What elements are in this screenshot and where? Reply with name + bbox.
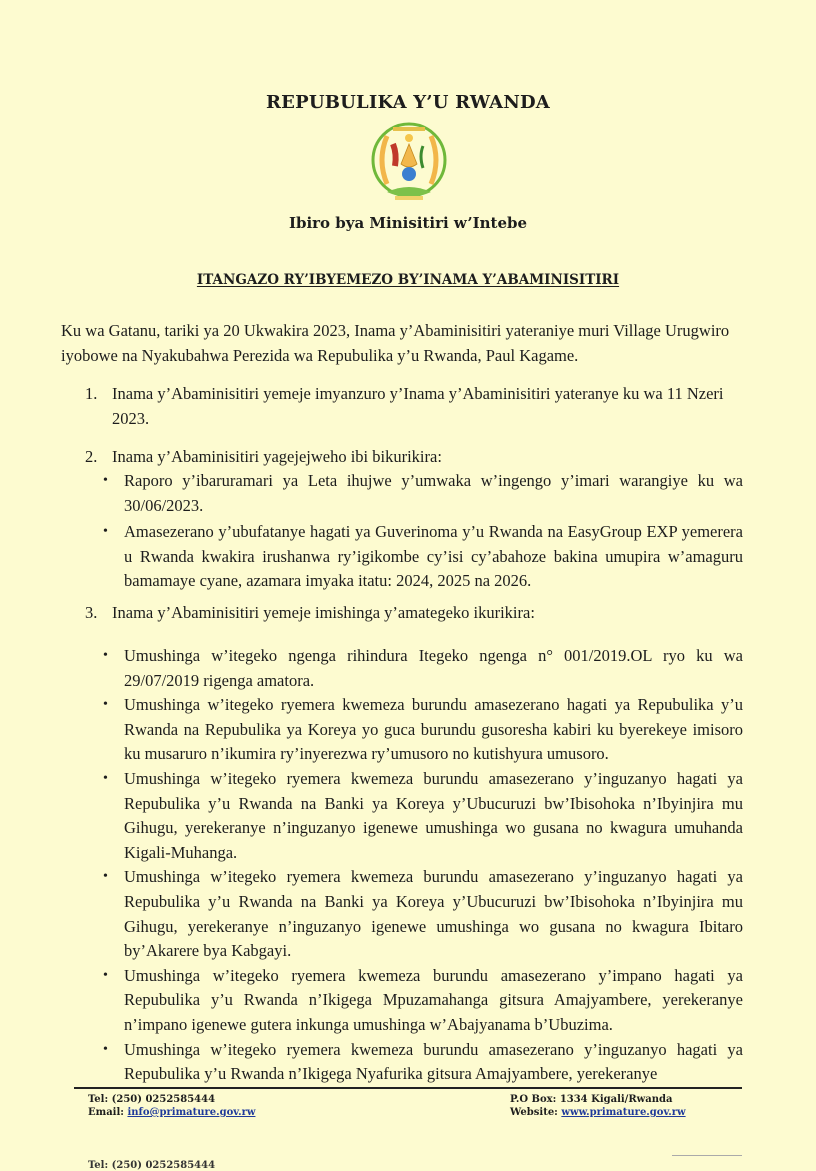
numbered-item-3 <box>85 600 745 625</box>
list-item: • Umushinga w’itegeko ryemera kwemeza burundu amasezerano hagati ya Repubulika y’u Rwanda na Repubulika ya Koreya yo guca burundu gusoresha kabiri ku byerekeye imisoro ku musaruro n’ikumira ry’inyerezwa ry’umusoro no kutishyura umusoro. <box>103 695 743 764</box>
bullet-icon: • <box>103 697 108 713</box>
bullet-icon: • <box>103 648 108 663</box>
bullet-icon: • <box>103 869 108 885</box>
bullet-icon: • <box>103 770 108 786</box>
item-number: 3. <box>85 603 98 622</box>
item-2-bullets <box>100 469 743 594</box>
bullet-icon: • <box>103 967 108 983</box>
website-label: Website: <box>510 1107 558 1118</box>
next-page-footer-fragment: Tel: (250) 0252585444 <box>88 1160 216 1171</box>
list-item: • Raporo y’ibaruramari ya Leta ihujwe y’umwaka w’ingengo y’imari warangiye ku wa 30/06/2023. <box>103 471 743 515</box>
bullet-icon: • <box>103 1041 108 1057</box>
pobox-value: 1334 Kigali/Rwanda <box>559 1094 673 1105</box>
website-link[interactable]: www.primature.gov.rw <box>561 1107 686 1118</box>
intro-paragraph: Ku wa Gatanu, tariki ya 20 Ukwakira 2023, Inama y’Abaminisitiri yateraniye muri Village Urugwiro iyobowe na Nyakubahwa Perezida wa Repubulika y’u Rwanda, Paul Kagame. <box>61 321 730 365</box>
list-item: • Umushinga w’itegeko ryemera kwemeza burundu amasezerano y’inguzanyo hagati ya Repubulika y’u Rwanda n’Ikigega Nyafurika gitsura Amajyambere, yerekeranye <box>103 1039 743 1084</box>
bullet-icon: • <box>103 473 108 488</box>
item-text: Inama y’Abaminisitiri yemeje imyanzuro y’Inama y’Abaminisitiri yateranye ku wa 11 Nzeri 2023. <box>112 384 724 428</box>
footer-divider <box>74 1087 742 1089</box>
footer-contact-right <box>510 1093 686 1119</box>
country-heading: REPUBULIKA Y’U RWANDA <box>266 92 550 113</box>
email-link[interactable]: info@primature.gov.rw <box>127 1107 256 1118</box>
email-label: Email: <box>88 1107 124 1118</box>
item-text: Inama y’Abaminisitiri yagejejweho ibi bikurikira: <box>112 447 442 466</box>
list-item: • Umushinga w’itegeko ryemera kwemeza burundu amasezerano y’inguzanyo hagati ya Repubulika y’u Rwanda na Banki ya Koreya y’Ubucuruzi bw’Ibisohoka n’Ibyinjira mu Gihugu, yerekeranye n’inguzanyo igenewe umushinga wo gusana no kwagura umuhanda Kigali-Muhanga. <box>103 768 743 862</box>
list-item: • Amasezerano y’ubufatanye hagati ya Guverinoma y’u Rwanda na EasyGroup EXP yemerera u Rwanda kwakira irushanwa ry’igikombe cy’isi cy’abahoze bakina umupira w’amaguru bamamaye cyane, azamara imyaka itatu: 2024, 2025 na 2026. <box>103 522 743 591</box>
tel-value: (250) 0252585444 <box>111 1094 216 1105</box>
item-number: 1. <box>85 384 98 403</box>
tel-label: Tel: <box>88 1094 109 1105</box>
list-item: • Umushinga w’itegeko ryemera kwemeza burundu amasezerano y’inguzanyo hagati ya Repubulika y’u Rwanda na Banki ya Koreya y’Ubucuruzi bw’Ibisohoka n’Ibyinjira mu Gihugu, yerekeranye n’inguzanyo igenewe umushinga wo gusana no kwagura Ibitaro by’Akarere bya Kabgayi. <box>103 867 743 961</box>
document-title: ITANGAZO RY’IBYEMEZO BY’INAMA Y’ABAMINISITIRI <box>196 272 620 288</box>
next-page-divider <box>672 1155 742 1156</box>
numbered-item-2 <box>85 444 745 469</box>
pobox-label: P.O Box: <box>510 1094 557 1105</box>
list-item: • Umushinga w’itegeko ryemera kwemeza burundu amasezerano y’impano hagati ya Repubulika y’u Rwanda n’Ikigega Mpuzamahanga gitsura Amajyambere, yerekeranye n’impano igenewe gutera inkunga umushinga w’Abajyanama b’Ubuzima. <box>103 965 743 1034</box>
bullet-icon: • <box>103 524 108 540</box>
item-text: Inama y’Abaminisitiri yemeje imishinga y’amategeko ikurikira: <box>112 603 535 622</box>
item-number: 2. <box>85 447 98 466</box>
coat-of-arms-icon <box>365 118 453 208</box>
footer-contact-left <box>88 1093 255 1119</box>
numbered-item-1 <box>85 381 745 431</box>
office-name: Ibiro bya Minisitiri w’Intebe <box>288 214 528 232</box>
item-3-bullets <box>100 644 743 1087</box>
list-item: • Umushinga w’itegeko ngenga rihindura Itegeko ngenga n° 001/2019.OL ryo ku wa 29/07/2019 rigenga amatora. <box>103 646 743 690</box>
